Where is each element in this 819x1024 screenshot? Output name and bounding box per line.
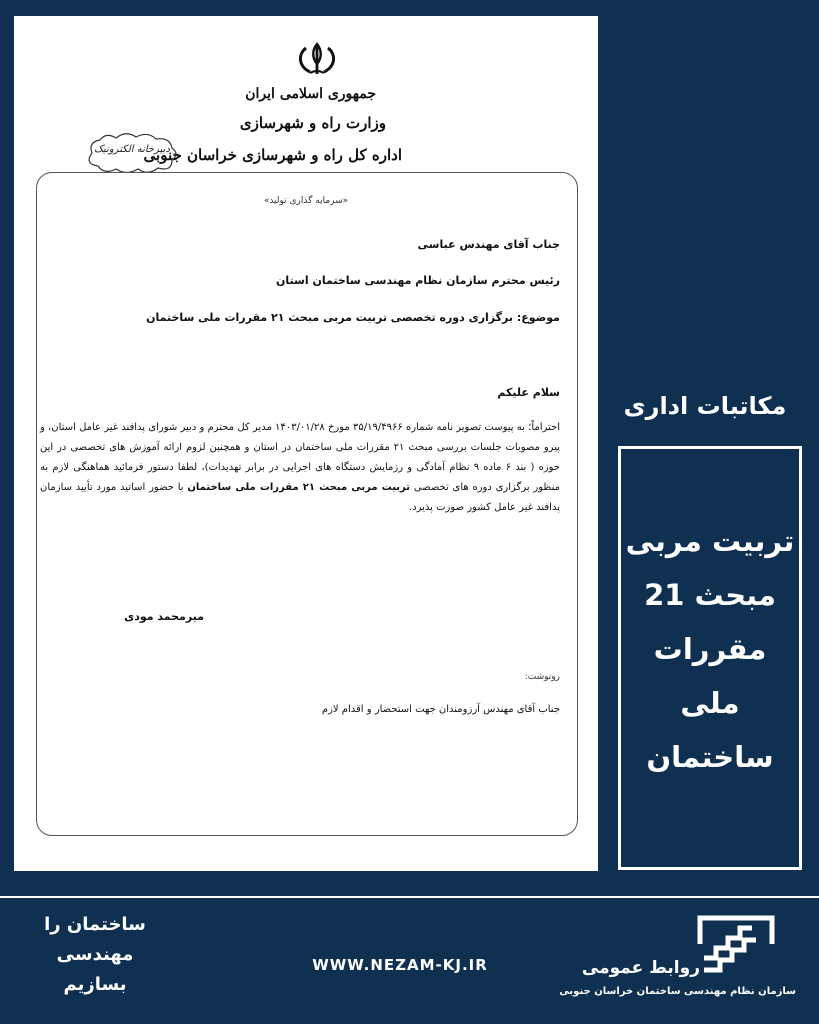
body-highlight: تربیت مربی مبحث ۲۱ مقررات ملی ساختمان [187,482,411,493]
letterhead-country: جمهوری اسلامی ایران [245,86,376,102]
footer-divider [0,896,819,898]
category-title: مکاتبات اداری [623,392,787,420]
title-line: مقررات [653,632,767,666]
addressee: جناب آقای مهندس عباسی [417,238,560,251]
iran-emblem-icon [290,42,344,76]
letter-subject: موضوع: برگزاری دوره تخصصی تربیت مربی مبحث ۲۱ مقررات ملی ساختمان [146,311,560,324]
organization-name: سازمان نظام مهندسی ساختمان خراسان جنوبی [559,986,796,997]
title-line: مبحث 21 [644,578,776,612]
slogan-line: بسازیم [63,974,127,995]
body-text-part1: احتراماً؛ به پیوست تصویر نامه شماره ۳۵/۱۹/۴۹۶۶ مورخ ۱۴۰۳/۰۱/۲۸ مدیر کل محترم و دبیر شورای پدافند غیر عامل استان، و پیرو مصوبات جلسات بررسی مبحث ۲۱ مقررات ملی ساختمان در استان و همچنین لزوم ارائه آموزش های تخصصی در این حوزه ( بند ۶ ماده ۹ نظام آمادگی و رزمایش دستگاه های اجرایی در برابر تهدیدات)، لطفا دستور فرمائید هماهنگی لازم به منظور برگزاری دوره های تخصصی [40,422,560,493]
greeting: سلام علیکم [497,386,560,399]
title-line: تربیت مربی [625,524,795,558]
slogan-line: مهندسی [56,944,134,965]
website-link[interactable]: WWW.NEZAM-KJ.IR [312,956,488,974]
slogan-line: ساختمان را [44,914,146,935]
letter-document [14,16,598,871]
title-line: ملی [680,686,740,720]
signer-name: میرمحمد مودی [124,610,204,623]
cc-recipient: جناب آقای مهندس آرزومندان جهت استحضار و اقدام لازم [321,704,560,715]
letter-body [40,418,560,518]
letterhead-ministry: وزارت راه و شهرسازی [239,114,386,132]
classification-note: «سرمایه گذاری تولید» [263,196,349,206]
stamp-label: دبیرخانه الکترونیک [94,144,170,155]
public-relations-title: روابط عمومی [581,958,700,978]
letterhead-office: اداره کل راه و شهرسازی خراسان جنوبی [143,146,402,164]
title-line: ساختمان [646,740,774,774]
body-text-part2: با حضور اساتید مورد تأیید سازمان پدافند غیر عامل کشور صورت پذیرد. [40,482,560,513]
building-stairs-logo-icon [696,914,776,978]
cc-label: رونوشت: [524,672,560,682]
addressee-title: رئیس محترم سازمان نظام مهندسی ساختمان استان [276,274,560,287]
